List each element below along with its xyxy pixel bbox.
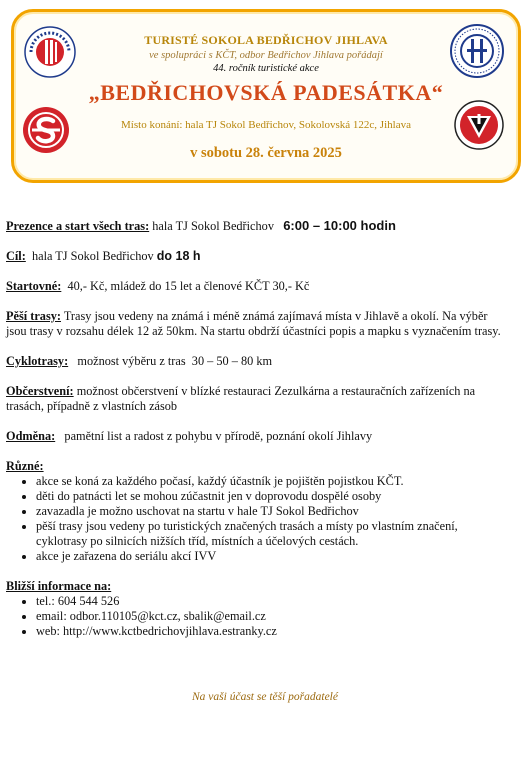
list-item: • akce se koná za každého počasí, každý účastník je pojištěn pojistkou KČT. xyxy=(36,474,506,489)
prezence-label: Prezence a start všech tras: xyxy=(6,219,150,233)
cil-text: hala TJ Sokol Bedřichov xyxy=(25,249,157,263)
list-item: • pěší trasy jsou vedeny po turistických značených trasách a místy po vlastním značení, cyklotrasy po silnicích nižších tříd, místních a účelových cestách. xyxy=(36,519,506,549)
info-content xyxy=(6,218,506,654)
email-item[interactable]: • email: odbor.110105@kct.cz, sbalik@email.cz xyxy=(36,609,506,624)
list-item: • akce je zařazena do seriálu akcí IVV xyxy=(36,549,506,564)
edition-note: 44. ročník turistické akce xyxy=(213,63,319,74)
odmena-text: pamětní list a radost z pohybu v přírodě, poznání okolí Jihlavy xyxy=(55,429,373,443)
startovne-label: Startovné: xyxy=(6,279,62,293)
event-date: v sobotu 28. června 2025 xyxy=(190,145,342,161)
organizer-title: TURISTÉ SOKOLA BEDŘICHOV JIHLAVA xyxy=(144,33,388,47)
info-label: Bližší informace na: xyxy=(6,579,112,593)
list-item: • děti do patnácti let se mohou zúčastnit jen v doprovodu dospělé osoby xyxy=(36,489,506,504)
odmena-label: Odměna: xyxy=(6,429,56,443)
obcerstveni-text: možnost občerstvení v blízké restauraci Zezulkárna a restauračních zařízeních na trasách, případně z vlastních zásob xyxy=(6,384,476,413)
pesi-paragraph xyxy=(6,309,506,339)
phone-item: • tel.: 604 544 526 xyxy=(36,594,506,609)
footer-note: Na vaši účast se těší pořadatelé xyxy=(192,691,338,703)
list-item: • zavazadla je možno uschovat na startu v hale TJ Sokol Bedřichov xyxy=(36,504,506,519)
cyklo-paragraph xyxy=(6,354,506,369)
cil-label: Cíl: xyxy=(6,249,26,263)
cil-time: do 18 h xyxy=(156,249,201,263)
obcerstveni-paragraph xyxy=(6,384,506,414)
organizer-subtitle: ve spolupráci s KČT, odbor Bedřichov Jihlava pořádají xyxy=(149,50,383,61)
ruzne-label: Různé: xyxy=(6,459,44,473)
cyklo-text: možnost výběru z tras 30 – 50 – 80 km xyxy=(68,354,273,368)
pesi-label: Pěší trasy: xyxy=(6,309,61,323)
cyklo-label: Cyklotrasy: xyxy=(6,354,69,368)
prezence-time: 6:00 – 10:00 hodin xyxy=(283,218,396,233)
startovne-paragraph xyxy=(6,279,506,294)
event-name: „BEDŘICHOVSKÁ PADESÁTKA“ xyxy=(88,80,444,105)
web-item[interactable]: • web: http://www.kctbedrichovjihlava.estranky.cz xyxy=(36,624,506,639)
info-section xyxy=(6,579,506,639)
venue-line: Místo konání: hala TJ Sokol Bedřichov, Sokolovská 122c, Jihlava xyxy=(121,119,411,131)
ruzne-section xyxy=(6,459,506,564)
startovne-text: 40,- Kč, mládež do 15 let a členové KČT 30,- Kč xyxy=(61,279,310,293)
event-banner xyxy=(11,9,521,183)
obcerstveni-label: Občerstvení: xyxy=(6,384,74,398)
odmena-paragraph xyxy=(6,429,506,444)
pesi-text: Trasy jsou vedeny na známá i méně známá zajímavá místa v Jihlavě a okolí. Na výběr jsou trasy v rozsahu délek 12 až 50km. Na startu obdrží účastníci popis a mapku s vyznačením trasy. xyxy=(6,309,501,338)
prezence-paragraph xyxy=(6,218,506,234)
cil-paragraph xyxy=(6,249,506,264)
prezence-text: hala TJ Sokol Bedřichov xyxy=(149,219,284,233)
ruzne-list xyxy=(6,474,506,564)
info-list xyxy=(6,594,506,639)
